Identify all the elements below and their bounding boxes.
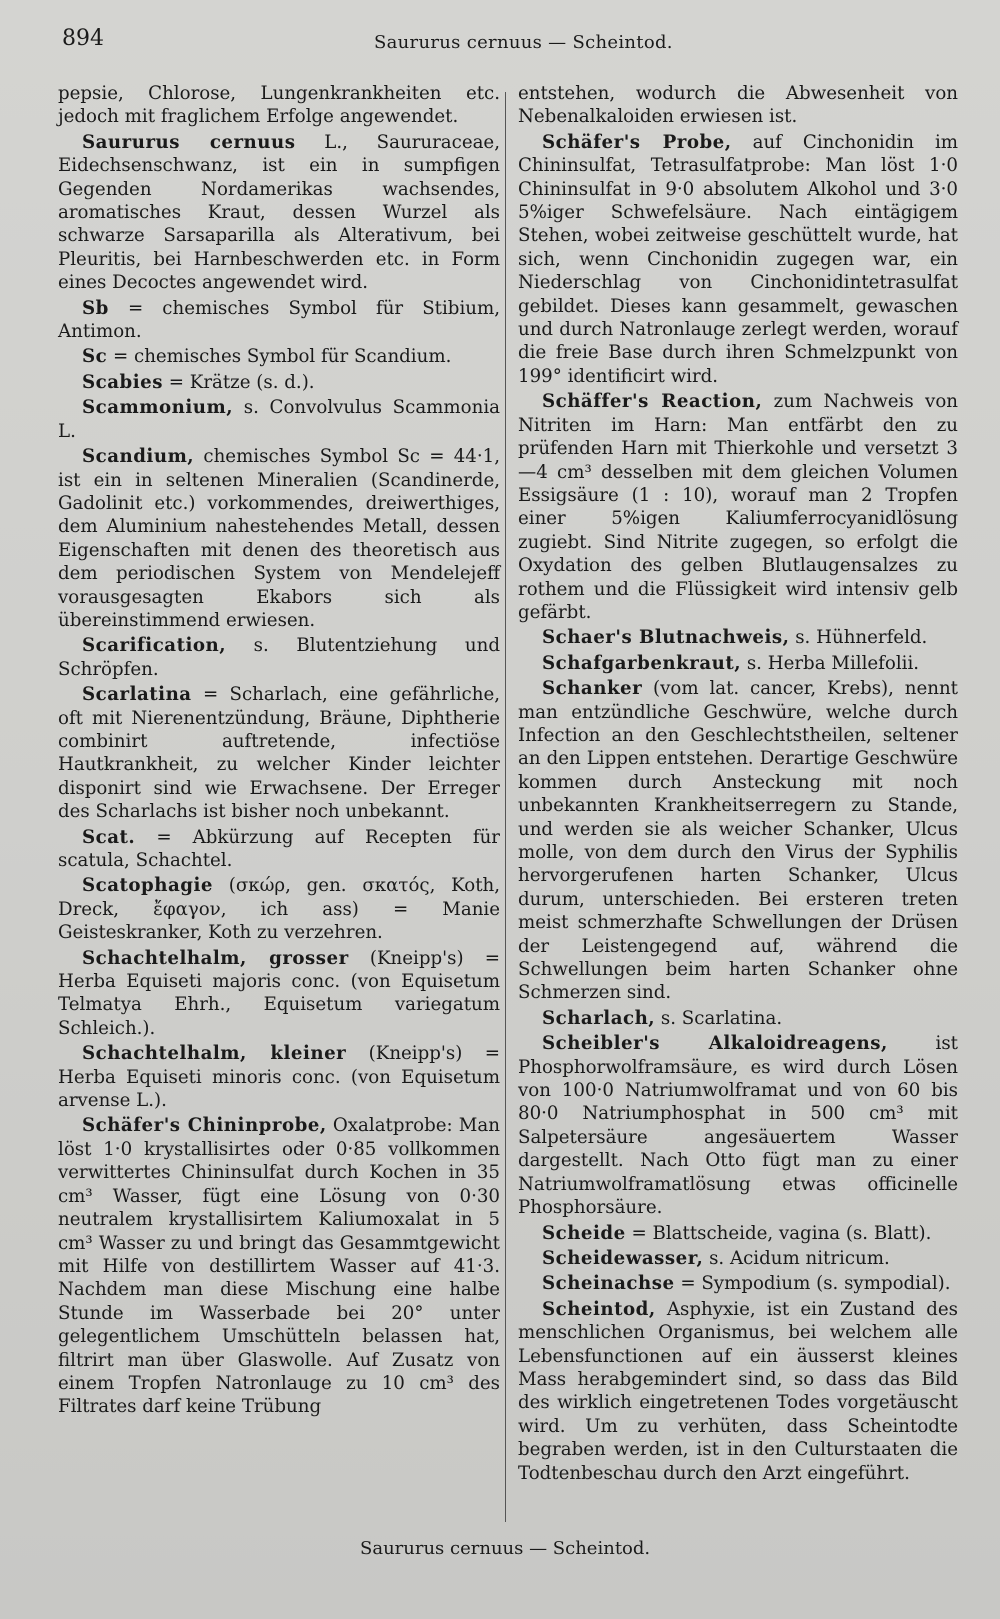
- entry-text: = chemisches Symbol für Stibium, Antimon.: [58, 297, 500, 343]
- entry-headword: Scarification,: [82, 635, 227, 657]
- dictionary-entry: [518, 677, 958, 1005]
- dictionary-entry: [58, 445, 500, 632]
- entry-text: s. Scarlatina.: [655, 1007, 783, 1029]
- dictionary-entry: [518, 1032, 958, 1219]
- entry-text: = Blattscheide, vagina (s. Blatt).: [625, 1222, 932, 1244]
- entry-headword: Scheinachse: [542, 1273, 675, 1295]
- entry-text: Asphyxie, ist ein Zustand des menschlichen Organismus, bei welchem alle Lebensfunctionen auf ein äusserst kleines Mass herabgemindert sind, so dass das Bild des wirklich eingetretenen Todes vorgetäuscht wird. Um zu verhüten, dass Scheintodte begraben werden, ist in den Culturstaaten die Todtenbeschau durch den Arzt eingeführt.: [518, 1298, 958, 1484]
- dictionary-entry: [58, 947, 500, 1041]
- dictionary-entry: [518, 131, 958, 388]
- entry-headword: Scheintod,: [542, 1298, 656, 1320]
- entry-text: s. Hühnerfeld.: [789, 627, 928, 649]
- entry-headword: Scat.: [82, 826, 136, 848]
- entry-text: = Abkürzung auf Recepten für scatula, Schachtel.: [58, 826, 500, 871]
- dictionary-entry: [518, 652, 958, 675]
- dictionary-entry: [58, 1114, 500, 1418]
- entry-text: = Krätze (s. d.).: [162, 371, 315, 393]
- entry-text: zum Nachweis von Nitriten im Harn: Man entfärbt den zu prüfenden Harn mit Thierkohle und versetzt 3—4 cm³ desselben mit dem gleichen Volumen Essigsäure (1 : 10), worauf man 2 Tropfen einer 5%igen Kaliumferrocyanidlösung zugiebt. Sind Nitrite zugegen, so erfolgt die Oxydation des gelben Blutlaugensalzes zu rothem und die Flüssigkeit wird intensiv gelb gefärbt.: [518, 391, 958, 623]
- dictionary-entry: [58, 345, 500, 368]
- left-column: [58, 82, 500, 1421]
- entry-text: (Kneipp's) = Herba Equiseti majoris conc. (von Equisetum Telmatya Ehrh., Equisetum variegatum Schleich.).: [58, 947, 500, 1039]
- entry-text: = chemisches Symbol für Scandium.: [107, 346, 452, 368]
- entry-headword: Scheibler's Alkaloidreagens,: [542, 1033, 888, 1055]
- running-footer: Saururus cernuus — Scheintod.: [360, 1538, 651, 1559]
- entry-headword: Schäfer's Chininprobe,: [82, 1115, 327, 1137]
- entry-text: Oxalatprobe: Man löst 1·0 krystallisirtes oder 0·85 vollkommen verwittertes Chininsulfat durch Kochen in 35 cm³ Wasser, fügt eine Lösung von 0·30 neutralem krystallisirtem Kaliumoxalat in 5 cm³ Wasser zu und bringt das Gesammtgewicht mit Hilfe von destillirtem Wasser auf 41·3. Nachdem man diese Mischung eine halbe Stunde im Wasserbade bei 20° unter gelegentlichem Umschütteln belassen hat, filtrirt man über Glaswolle. Auf Zusatz von einem Tropfen Natronlauge zu 10 cm³ des Filtrates darf keine Trübung: [58, 1115, 500, 1418]
- entry-headword: Scabies: [82, 371, 163, 393]
- entry-headword: Scarlatina: [82, 684, 192, 706]
- entry-headword: Schafgarbenkraut,: [542, 652, 742, 674]
- entry-text: s. Convolvulus Scammonia L.: [58, 397, 500, 442]
- dictionary-entry: [518, 1298, 958, 1485]
- dictionary-entry: [58, 131, 500, 295]
- entry-text: (Kneipp's) = Herba Equiseti minoris conc. (von Equisetum arvense L.).: [58, 1043, 500, 1112]
- entry-text: entstehen, wodurch die Abwesenheit von Nebenalkaloiden erwiesen ist.: [518, 83, 958, 128]
- entry-text: ist Phosphorwolframsäure, es wird durch Lösen von 100·0 Natriumwolframat und von 60 bis 80·0 Natriumphosphat in 500 cm³ mit Salpetersäure angesäuertem Wasser dargestellt. Nach Otto fügt man zu einer Natriumwolframatlösung etwas officinelle Phosphorsäure.: [518, 1033, 958, 1219]
- dictionary-entry: [58, 82, 500, 129]
- right-column: [518, 82, 958, 1487]
- entry-headword: Scheidewasser,: [542, 1247, 704, 1269]
- dictionary-entry: [58, 297, 500, 344]
- entry-headword: Schaer's Blutnachweis,: [542, 627, 790, 649]
- entry-text: chemisches Symbol Sc = 44·1, ist ein in seltenen Mineralien (Scandinerde, Gadolinit etc.) vorkommendes, dreiwerthiges, dem Aluminium nahestehendes Metall, dessen Eigenschaften mit denen des theoretisch aus dem periodischen System von Mendelejeff vorausgesagten Ekabors sich als übereinstimmend erwiesen.: [58, 446, 500, 631]
- dictionary-entry: [518, 1247, 958, 1270]
- dictionary-entry: [58, 371, 500, 394]
- entry-headword: Schanker: [542, 678, 643, 700]
- entry-headword: Sc: [82, 346, 108, 368]
- entry-headword: Scandium,: [82, 446, 195, 468]
- dictionary-entry: [58, 1042, 500, 1112]
- dictionary-entry: [58, 826, 500, 873]
- entry-text: pepsie, Chlorose, Lungenkrankheiten etc. jedoch mit fraglichem Erfolge angewendet.: [58, 83, 500, 128]
- entry-text: (vom lat. cancer, Krebs), nennt man entzündliche Geschwüre, welche durch Infection an den Geschlechtstheilen, seltener an den Lippen entstehen. Derartige Geschwüre kommen durch Ansteckung mit noch unbekannten Krankheitserregern zu Stande, und werden sie als weicher Schanker, Ulcus molle, von dem durch den Virus der Syphilis hervorgerufenen harten Schanker, Ulcus durum, unterschieden. Bei ersteren treten meist schmerzhafte Schwellungen der Drüsen der Leistengegend auf, während die Schwellungen beim harten Schanker ohne Schmerzen sind.: [518, 678, 958, 1004]
- dictionary-entry: [58, 396, 500, 443]
- entry-text: = Scharlach, eine gefährliche, oft mit Nierenentzündung, Bräune, Diphtherie combinirt auftretende, infectiöse Hautkrankheit, zu welcher Kinder leichter disponirt sind wie Erwachsene. Der Erreger des Scharlachs ist bisher noch unbekannt.: [58, 684, 500, 823]
- running-header: Saururus cernuus — Scheintod.: [374, 32, 673, 53]
- entry-headword: Saururus cernuus: [82, 131, 296, 153]
- entry-headword: Scatophagie: [82, 875, 213, 897]
- dictionary-entry: [518, 82, 958, 129]
- entry-headword: Scharlach,: [542, 1007, 656, 1029]
- dictionary-entry: [58, 874, 500, 944]
- entry-text: (σκώρ, gen. σκατός, Koth, Dreck, ἔφαγον, ich ass) = Manie Geisteskranker, Koth zu verzehren.: [58, 875, 500, 944]
- entry-text: s. Acidum nitricum.: [703, 1247, 890, 1269]
- entry-text: auf Cinchonidin im Chininsulfat, Tetrasulfatprobe: Man löst 1·0 Chininsulfat in 9·0 absolutem Alkohol und 3·0 5%iger Schwefelsäure. Nach eintägigem Stehen, wobei zeitweise geschüttelt wurde, hat sich, wenn Cinchonidin zugegen war, ein Niederschlag von Cinchonidintetrasulfat gebildet. Dieses kann gesammelt, gewaschen und durch Natronlauge zerlegt werden, worauf die freie Base durch ihren Schmelzpunkt von 199° identificirt wird.: [518, 131, 959, 387]
- entry-headword: Scheide: [542, 1222, 626, 1244]
- dictionary-entry: [58, 683, 500, 823]
- entry-headword: Scammonium,: [82, 397, 234, 419]
- entry-headword: Sb: [82, 297, 109, 319]
- entry-text: = Sympodium (s. sympodial).: [674, 1273, 951, 1295]
- dictionary-entry: [518, 626, 958, 649]
- dictionary-entry: [518, 1222, 958, 1245]
- entry-text: L., Saururaceae, Eidechsenschwanz, ist ein in sumpfigen Gegenden Nordamerikas wachsendes, aromatisches Kraut, dessen Wurzel als schwarze Sarsaparilla als Alterativum, bei Pleuritis, bei Harnbeschwerden etc. in Form eines Decoctes angewendet wird.: [58, 131, 500, 294]
- entry-headword: Schäffer's Reaction,: [542, 391, 763, 413]
- dictionary-entry: [58, 634, 500, 681]
- dictionary-entry: [518, 1007, 958, 1030]
- entry-headword: Schäfer's Probe,: [542, 131, 732, 153]
- dictionary-entry: [518, 1272, 958, 1295]
- page-number: 894: [62, 26, 104, 51]
- entry-text: s. Herba Millefolii.: [741, 652, 920, 674]
- dictionary-entry: [518, 390, 958, 624]
- entry-text: s. Blutentziehung und Schröpfen.: [58, 635, 500, 680]
- entry-headword: Schachtelhalm, grosser: [82, 947, 349, 969]
- entry-headword: Schachtelhalm, kleiner: [82, 1043, 347, 1065]
- column-divider: [505, 92, 506, 1522]
